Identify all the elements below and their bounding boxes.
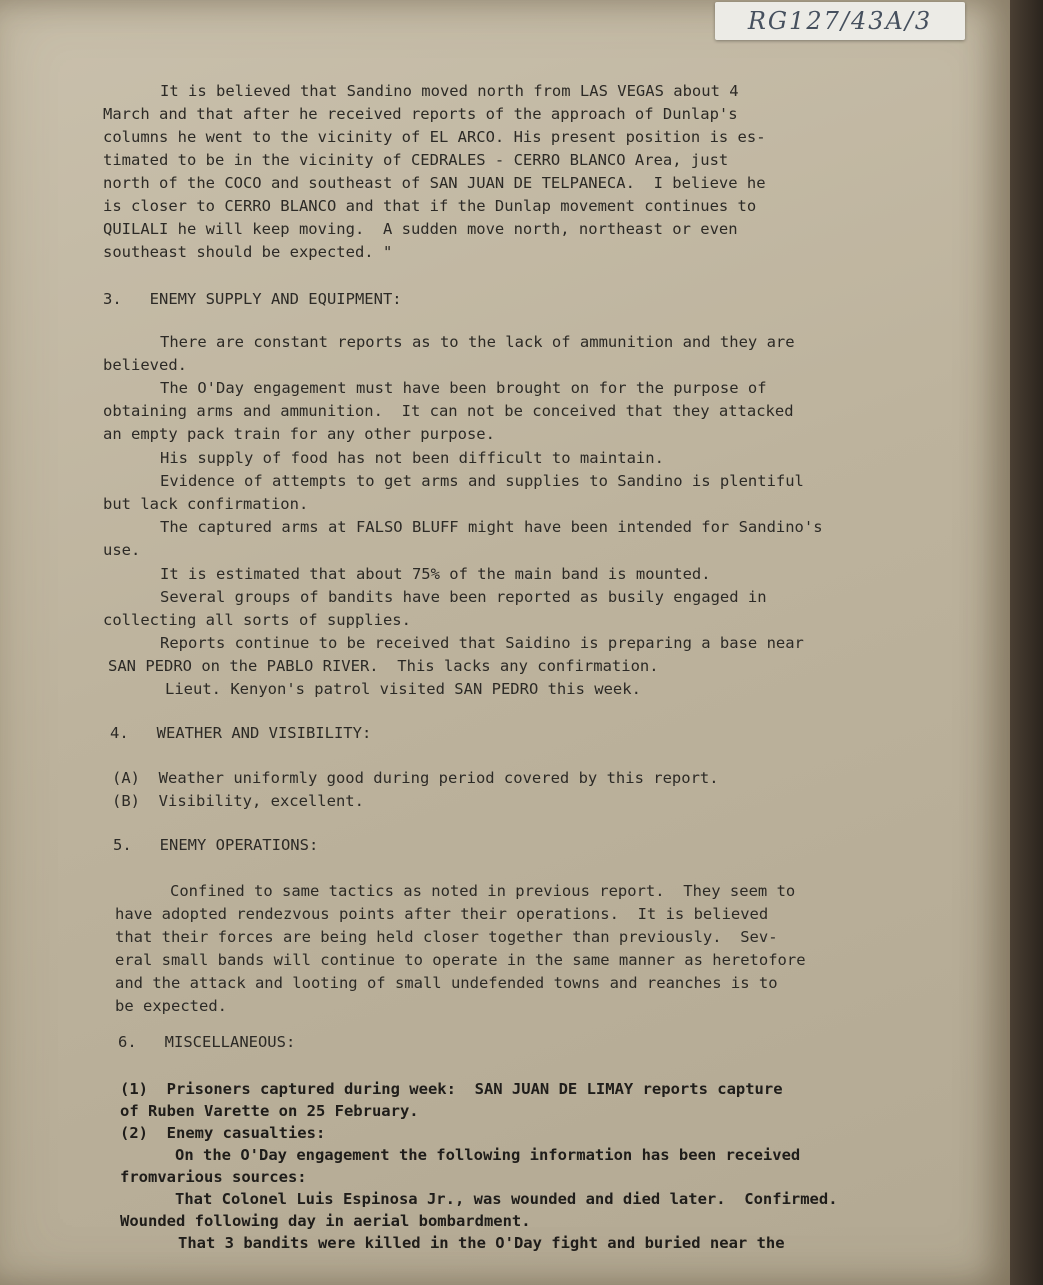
- text-line: have adopted rendezvous points after their operations. It is believed: [115, 905, 769, 923]
- text-line: The captured arms at FALSO BLUFF might have been intended for Sandino's: [160, 518, 823, 536]
- text-line: Evidence of attempts to get arms and supplies to Sandino is plentiful: [160, 472, 804, 490]
- text-line: His supply of food has not been difficult to maintain.: [160, 449, 664, 467]
- text-line: be expected.: [115, 997, 227, 1015]
- text-line: southeast should be expected. ": [103, 243, 393, 261]
- text-line: that their forces are being held closer together than previously. Sev-: [115, 928, 778, 946]
- text-line: It is estimated that about 75% of the main band is mounted.: [160, 565, 711, 583]
- text-line: eral small bands will continue to operate in the same manner as heretofore: [115, 951, 806, 969]
- text-line: On the O'Day engagement the following information has been received: [175, 1146, 801, 1164]
- section-heading: 6. MISCELLANEOUS:: [118, 1033, 296, 1051]
- text-line: Lieut. Kenyon's patrol visited SAN PEDRO this week.: [165, 680, 641, 698]
- text-line: Several groups of bandits have been reported as busily engaged in: [160, 588, 767, 606]
- section-heading: 5. ENEMY OPERATIONS:: [113, 836, 319, 854]
- text-line: Wounded following day in aerial bombardment.: [120, 1212, 531, 1230]
- text-line: There are constant reports as to the lack of ammunition and they are: [160, 333, 795, 351]
- text-line: (A) Weather uniformly good during period covered by this report.: [112, 769, 719, 787]
- text-line: (1) Prisoners captured during week: SAN JUAN DE LIMAY reports capture: [120, 1080, 783, 1098]
- text-line: believed.: [103, 356, 187, 374]
- text-line: and the attack and looting of small undefended towns and reanches is to: [115, 974, 778, 992]
- text-line: obtaining arms and ammunition. It can not be conceived that they attacked: [103, 402, 794, 420]
- section-heading: 3. ENEMY SUPPLY AND EQUIPMENT:: [103, 290, 402, 308]
- text-line: of Ruben Varette on 25 February.: [120, 1102, 419, 1120]
- text-line: Confined to same tactics as noted in previous report. They seem to: [170, 882, 796, 900]
- text-line: fromvarious sources:: [120, 1168, 307, 1186]
- text-line: It is believed that Sandino moved north from LAS VEGAS about 4: [160, 82, 739, 100]
- text-line: The O'Day engagement must have been brought on for the purpose of: [160, 379, 767, 397]
- page-edge-shadow: [1010, 0, 1043, 1285]
- text-line: QUILALI he will keep moving. A sudden move north, northeast or even: [103, 220, 738, 238]
- archive-label: RG127/43A/3: [715, 2, 965, 40]
- text-line: but lack confirmation.: [103, 495, 309, 513]
- text-line: an empty pack train for any other purpose.: [103, 425, 495, 443]
- text-line: is closer to CERRO BLANCO and that if the Dunlap movement continues to: [103, 197, 757, 215]
- text-line: (B) Visibility, excellent.: [112, 792, 364, 810]
- text-line: March and that after he received reports of the approach of Dunlap's: [103, 105, 738, 123]
- text-line: collecting all sorts of supplies.: [103, 611, 411, 629]
- text-line: That Colonel Luis Espinosa Jr., was wounded and died later. Confirmed.: [175, 1190, 838, 1208]
- text-line: (2) Enemy casualties:: [120, 1124, 326, 1142]
- text-line: columns he went to the vicinity of EL ARCO. His present position is es-: [103, 128, 766, 146]
- text-line: use.: [103, 541, 141, 559]
- section-heading: 4. WEATHER AND VISIBILITY:: [110, 724, 372, 742]
- text-line: SAN PEDRO on the PABLO RIVER. This lacks any confirmation.: [108, 657, 659, 675]
- text-line: Reports continue to be received that Saidino is preparing a base near: [160, 634, 804, 652]
- text-line: That 3 bandits were killed in the O'Day fight and buried near the: [178, 1234, 785, 1252]
- text-line: north of the COCO and southeast of SAN JUAN DE TELPANECA. I believe he: [103, 174, 766, 192]
- text-line: timated to be in the vicinity of CEDRALES - CERRO BLANCO Area, just: [103, 151, 729, 169]
